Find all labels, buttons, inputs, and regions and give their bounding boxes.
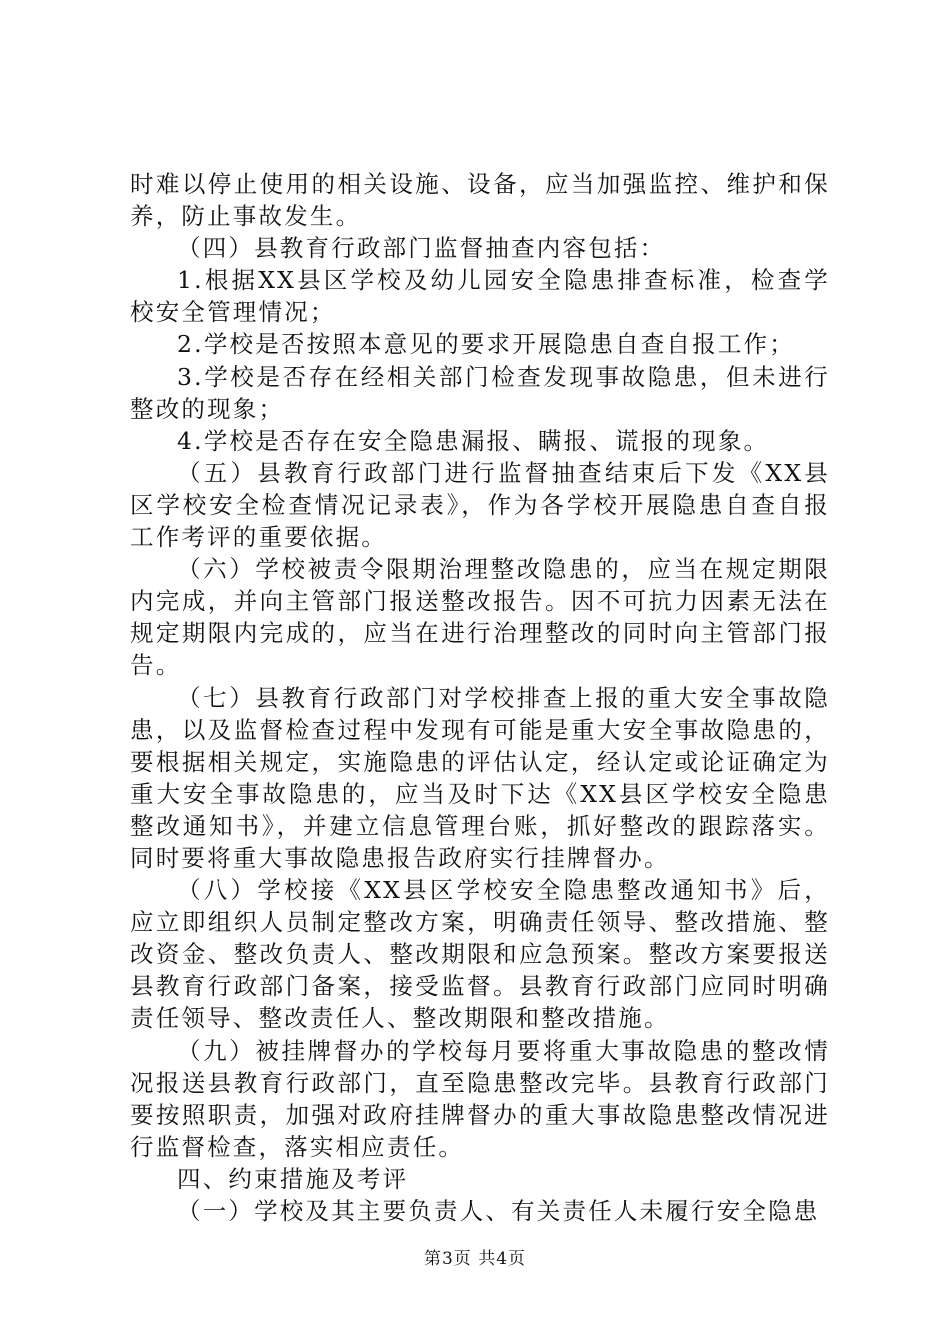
paragraph-item-2: 2.学校是否按照本意见的要求开展隐患自查自报工作； [177,330,795,359]
paragraph-item-4: 4.学校是否存在安全隐患漏报、瞒报、谎报的现象。 [177,426,770,455]
paragraph-section-9: （九）被挂牌督办的学校每月要将重大事故隐患的整改情况报送县教育行政部门，直至隐患整改完毕。县教育行政部门要按照职责，加强对政府挂牌督办的重大事故隐患整改情况进行监督检查，落实相应责任。 [130,1036,830,1161]
paragraph-item-1: 1.根据XX县区学校及幼儿园安全隐患排查标准，检查学校安全管理情况； [130,266,830,327]
paragraph-section-8: （八）学校接《XX县区学校安全隐患整改通知书》后，应立即组织人员制定整改方案，明确责任领导、整改措施、整改资金、整改负责人、整改期限和应急预案。整改方案要报送县教育行政部门备案，接受监督。县教育行政部门应同时明确责任领导、整改责任人、整改期限和整改措施。 [130,876,830,1033]
paragraph-continuation: 时难以停止使用的相关设施、设备，应当加强监控、维护和保养，防止事故发生。 [130,170,830,231]
paragraph-section-6: （六）学校被责令限期治理整改隐患的，应当在规定期限内完成，并向主管部门报送整改报告。因不可抗力因素无法在规定期限内完成的，应当在进行治理整改的同时向主管部门报告。 [130,555,830,680]
paragraph-item-3: 3.学校是否存在经相关部门检查发现事故隐患，但未进行整改的现象； [130,362,830,423]
page-number-footer: 第3页 共4页 [423,1249,527,1269]
document-body [130,168,830,1227]
paragraph-constraint-1: （一）学校及其主要负责人、有关责任人未履行安全隐患 [177,1197,820,1225]
paragraph-section-5: （五）县教育行政部门进行监督抽查结束后下发《XX县区学校安全检查情况记录表》，作为各学校开展隐患自查自报工作考评的重要依据。 [130,458,830,552]
paragraph-section-4-heading: （四）县教育行政部门监督抽查内容包括： [177,234,666,263]
paragraph-section-7: （七）县教育行政部门对学校排查上报的重大安全事故隐患，以及监督检查过程中发现有可能是重大安全事故隐患的，要根据相关规定，实施隐患的评估认定，经认定或论证确定为重大安全事故隐患的，应当及时下达《XX县区学校安全隐患整改通知书》，并建立信息管理台账，抓好整改的跟踪落实。同时要将重大事故隐患报告政府实行挂牌督办。 [130,683,830,872]
heading-constraints-and-evaluation: 四、约束措施及考评 [177,1164,409,1193]
